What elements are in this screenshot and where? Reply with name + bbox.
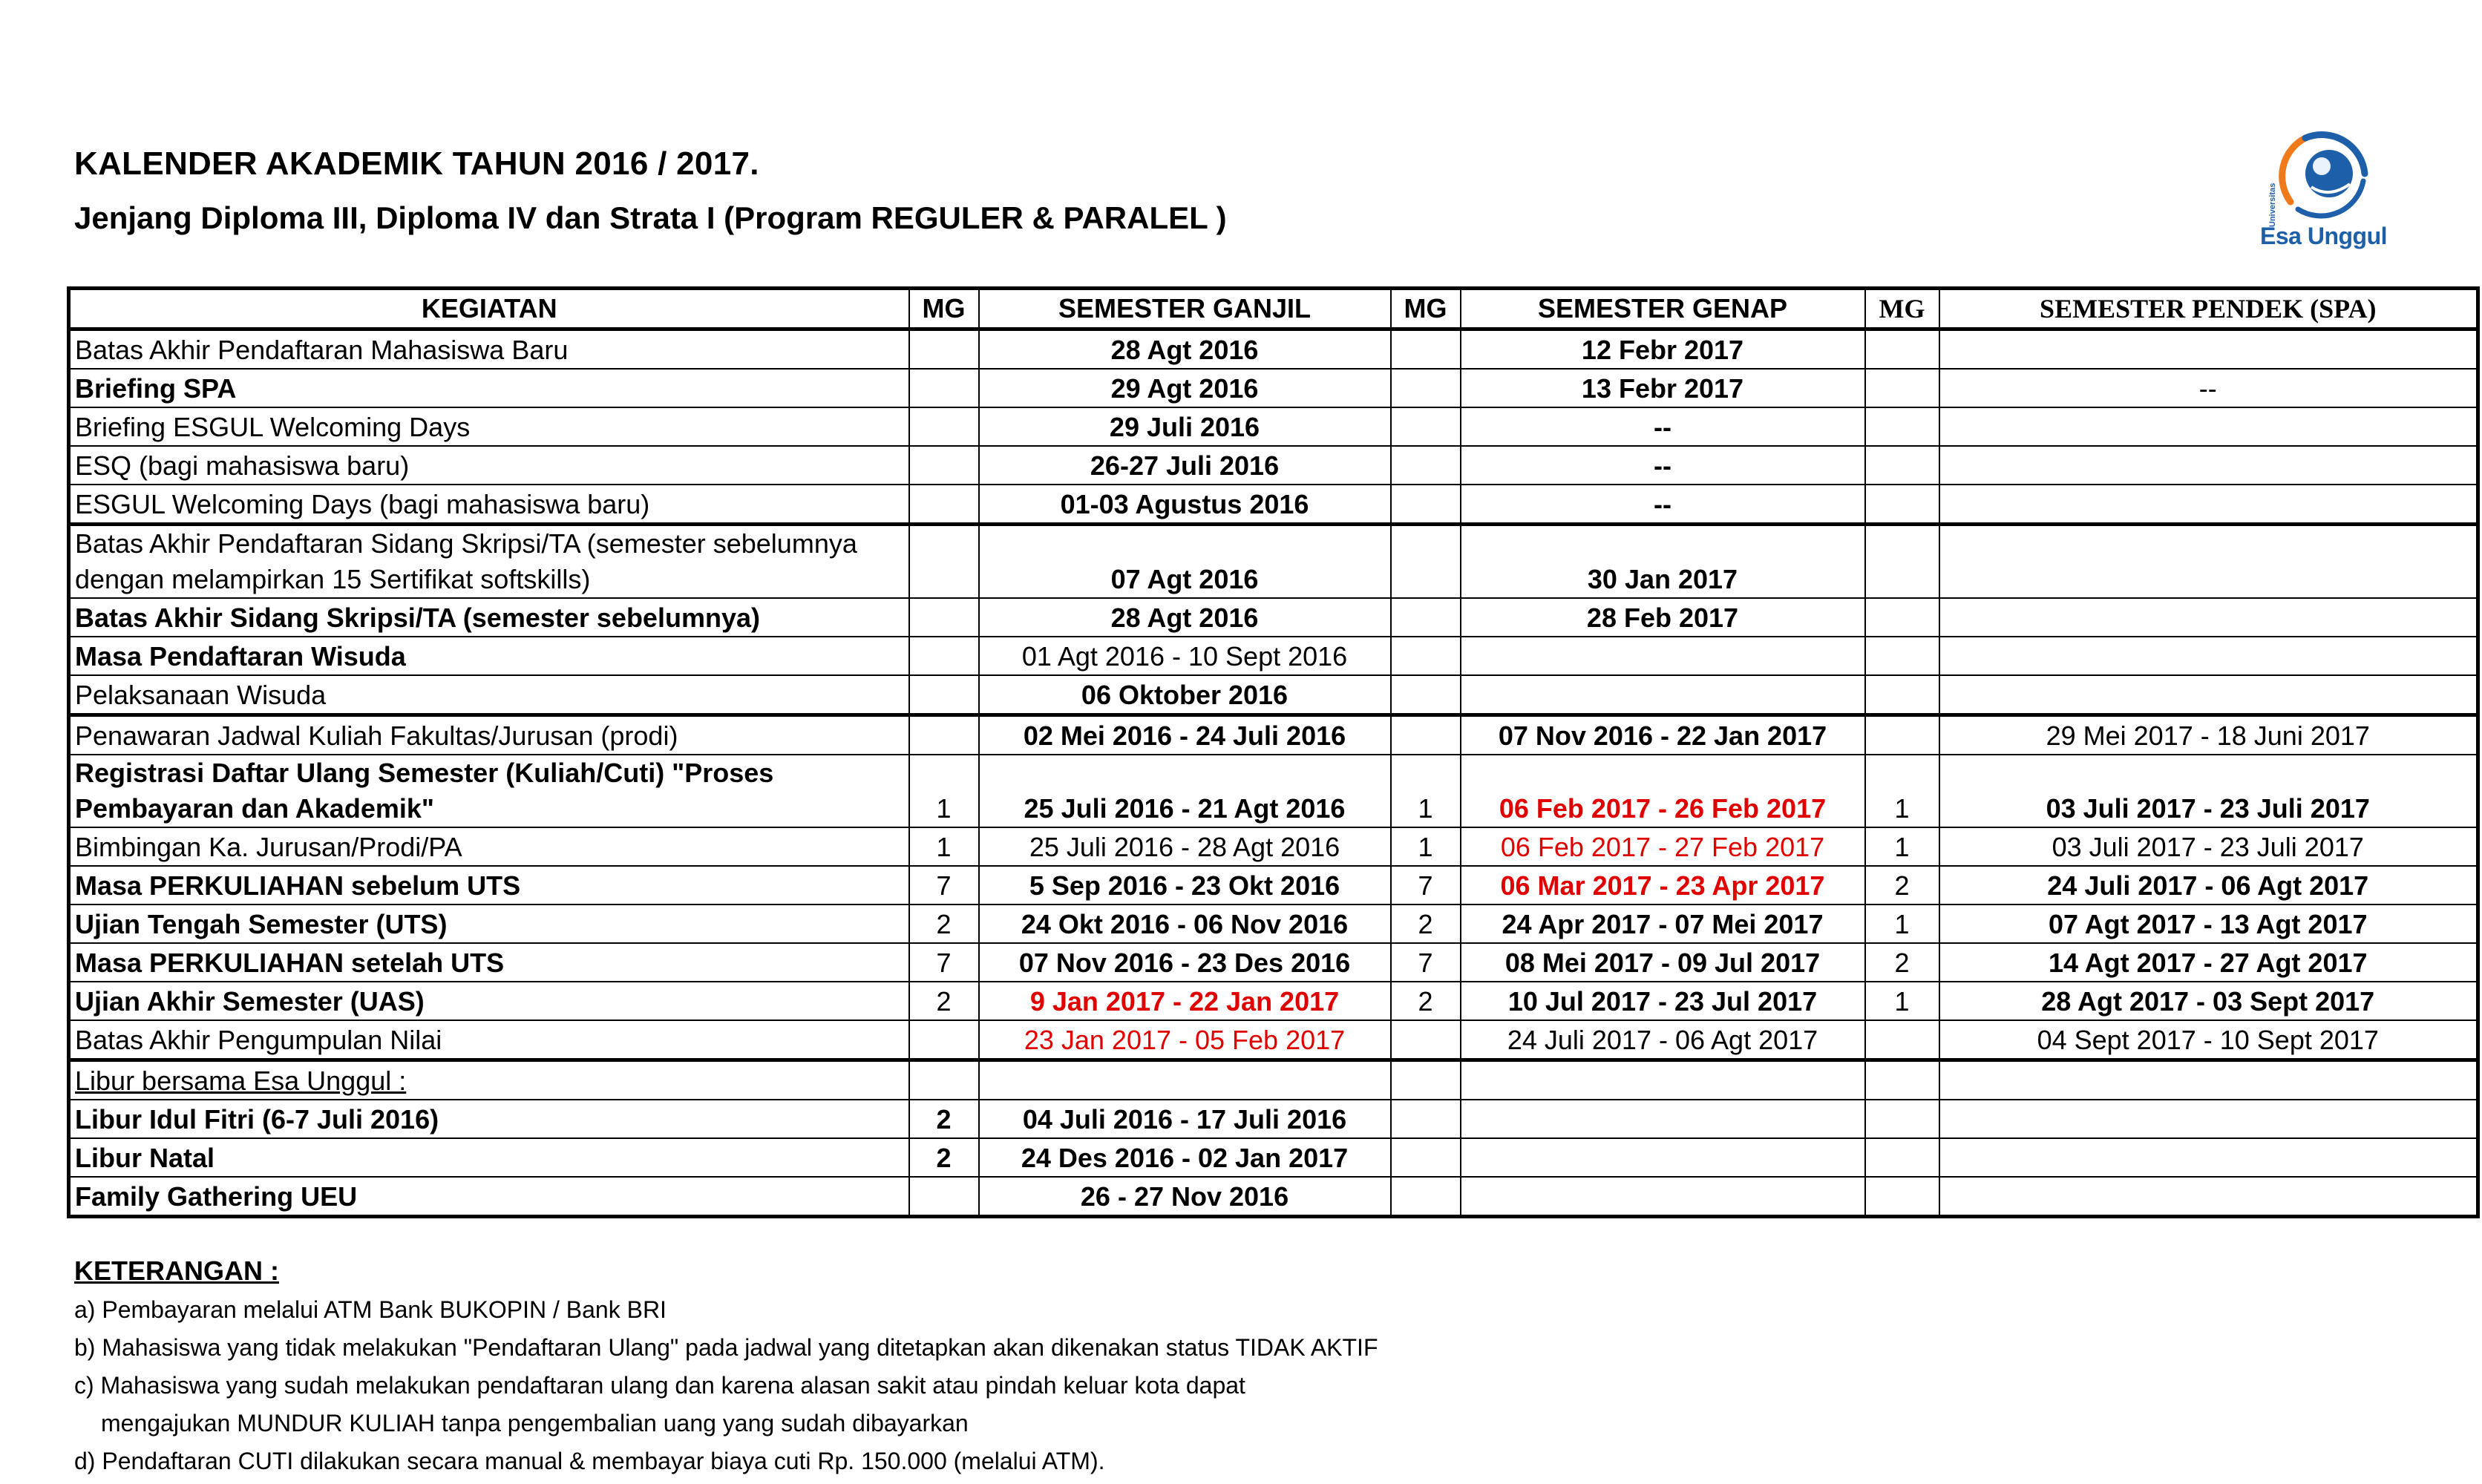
- cell-ganjil: 28 Agt 2016: [979, 329, 1391, 370]
- cell-genap: --: [1461, 446, 1865, 485]
- cell-genap: 24 Juli 2017 - 06 Agt 2017: [1461, 1020, 1865, 1060]
- cell-mg-ganjil: [909, 329, 979, 370]
- cell-ganjil: 28 Agt 2016: [979, 598, 1391, 637]
- table-row: [69, 1138, 2478, 1177]
- cell-kegiatan: Libur bersama Esa Unggul :: [69, 1060, 909, 1100]
- cell-genap: --: [1461, 407, 1865, 446]
- cell-genap: 28 Feb 2017: [1461, 598, 1865, 637]
- cell-kegiatan: ESGUL Welcoming Days (bagi mahasiswa baru): [69, 485, 909, 525]
- table-row: [69, 827, 2478, 866]
- cell-pendek: [1939, 1138, 2478, 1177]
- cell-kegiatan: Family Gathering UEU: [69, 1177, 909, 1217]
- cell-genap: 10 Jul 2017 - 23 Jul 2017: [1461, 982, 1865, 1020]
- cell-mg-genap: [1391, 446, 1461, 485]
- cell-genap: [1461, 637, 1865, 675]
- cell-mg-ganjil: [909, 407, 979, 446]
- cell-kegiatan: Briefing ESGUL Welcoming Days: [69, 407, 909, 446]
- cell-pendek: [1939, 1177, 2478, 1217]
- table-row: [69, 943, 2478, 982]
- table-row: [69, 904, 2478, 943]
- table-row: [69, 329, 2478, 370]
- cell-ganjil: 24 Okt 2016 - 06 Nov 2016: [979, 904, 1391, 943]
- cell-mg-genap: 7: [1391, 943, 1461, 982]
- cell-kegiatan: Batas Akhir Pengumpulan Nilai: [69, 1020, 909, 1060]
- logo-small-text: Universitas: [2268, 183, 2277, 227]
- cell-pendek: 14 Agt 2017 - 27 Agt 2017: [1939, 943, 2478, 982]
- cell-kegiatan: Ujian Akhir Semester (UAS): [69, 982, 909, 1020]
- cell-pendek: [1939, 1100, 2478, 1138]
- cell-ganjil: 01-03 Agustus 2016: [979, 485, 1391, 525]
- cell-mg-ganjil: 1: [909, 755, 979, 827]
- table-row: [69, 598, 2478, 637]
- cell-kegiatan: ESQ (bagi mahasiswa baru): [69, 446, 909, 485]
- cell-ganjil: 02 Mei 2016 - 24 Juli 2016: [979, 715, 1391, 755]
- cell-ganjil: 25 Juli 2016 - 28 Agt 2016: [979, 827, 1391, 866]
- note-item: b) Mahasiswa yang tidak melakukan "Pendaftaran Ulang" pada jadwal yang ditetapkan akan dikenakan status TIDAK AKTIF: [74, 1334, 1378, 1361]
- cell-pendek: --: [1939, 369, 2478, 407]
- cell-mg-pendek: [1865, 485, 1939, 525]
- cell-ganjil: 26-27 Juli 2016: [979, 446, 1391, 485]
- cell-genap: [1461, 1100, 1865, 1138]
- cell-pendek: [1939, 637, 2478, 675]
- page-title: KALENDER AKADEMIK TAHUN 2016 / 2017.: [74, 145, 759, 182]
- cell-genap: 06 Mar 2017 - 23 Apr 2017: [1461, 866, 1865, 904]
- cell-mg-ganjil: [909, 1177, 979, 1217]
- cell-mg-ganjil: [909, 1060, 979, 1100]
- cell-mg-ganjil: 7: [909, 866, 979, 904]
- cell-pendek: [1939, 329, 2478, 370]
- cell-mg-genap: [1391, 637, 1461, 675]
- cell-mg-ganjil: 1: [909, 827, 979, 866]
- cell-ganjil: 26 - 27 Nov 2016: [979, 1177, 1391, 1217]
- cell-kegiatan: Batas Akhir Sidang Skripsi/TA (semester sebelumnya): [69, 598, 909, 637]
- cell-pendek: [1939, 525, 2478, 599]
- cell-mg-ganjil: [909, 525, 979, 599]
- cell-ganjil: 06 Oktober 2016: [979, 675, 1391, 715]
- cell-pendek: [1939, 1060, 2478, 1100]
- note-item: mengajukan MUNDUR KULIAH tanpa pengembalian uang yang sudah dibayarkan: [101, 1410, 969, 1437]
- cell-kegiatan: Penawaran Jadwal Kuliah Fakultas/Jurusan (prodi): [69, 715, 909, 755]
- cell-kegiatan: Ujian Tengah Semester (UTS): [69, 904, 909, 943]
- cell-mg-pendek: [1865, 1100, 1939, 1138]
- cell-genap: 13 Febr 2017: [1461, 369, 1865, 407]
- esa-unggul-logo: [2249, 128, 2397, 257]
- cell-pendek: [1939, 485, 2478, 525]
- header-mg-pendek: MG: [1865, 289, 1939, 329]
- cell-ganjil: 9 Jan 2017 - 22 Jan 2017: [979, 982, 1391, 1020]
- cell-ganjil: 01 Agt 2016 - 10 Sept 2016: [979, 637, 1391, 675]
- header-mg-genap: MG: [1391, 289, 1461, 329]
- header-mg-ganjil: MG: [909, 289, 979, 329]
- cell-genap: 08 Mei 2017 - 09 Jul 2017: [1461, 943, 1865, 982]
- cell-mg-ganjil: [909, 1020, 979, 1060]
- cell-pendek: [1939, 446, 2478, 485]
- cell-pendek: [1939, 675, 2478, 715]
- table-row: [69, 866, 2478, 904]
- cell-ganjil: 29 Juli 2016: [979, 407, 1391, 446]
- cell-mg-genap: 1: [1391, 827, 1461, 866]
- cell-mg-ganjil: [909, 675, 979, 715]
- cell-mg-ganjil: 2: [909, 982, 979, 1020]
- cell-pendek: 03 Juli 2017 - 23 Juli 2017: [1939, 755, 2478, 827]
- note-item: c) Mahasiswa yang sudah melakukan pendaftaran ulang dan karena alasan sakit atau pindah keluar kota dapat: [74, 1372, 1245, 1399]
- table-row: [69, 1060, 2478, 1100]
- logo-name: Esa Unggul: [2260, 223, 2388, 249]
- cell-mg-ganjil: [909, 485, 979, 525]
- cell-mg-ganjil: [909, 446, 979, 485]
- cell-mg-pendek: [1865, 525, 1939, 599]
- table-row: [69, 525, 2478, 599]
- cell-genap: [1461, 1138, 1865, 1177]
- cell-mg-ganjil: 7: [909, 943, 979, 982]
- cell-genap: [1461, 675, 1865, 715]
- cell-pendek: 24 Juli 2017 - 06 Agt 2017: [1939, 866, 2478, 904]
- cell-mg-pendek: [1865, 1138, 1939, 1177]
- cell-mg-pendek: 1: [1865, 982, 1939, 1020]
- cell-mg-pendek: 1: [1865, 755, 1939, 827]
- notes-heading: KETERANGAN :: [74, 1255, 279, 1286]
- cell-genap: 24 Apr 2017 - 07 Mei 2017: [1461, 904, 1865, 943]
- table-header-row: [69, 289, 2478, 329]
- cell-genap: 12 Febr 2017: [1461, 329, 1865, 370]
- cell-mg-ganjil: [909, 637, 979, 675]
- cell-kegiatan: Libur Idul Fitri (6-7 Juli 2016): [69, 1100, 909, 1138]
- cell-genap: [1461, 1060, 1865, 1100]
- cell-mg-genap: [1391, 329, 1461, 370]
- cell-ganjil: 29 Agt 2016: [979, 369, 1391, 407]
- cell-mg-pendek: 1: [1865, 904, 1939, 943]
- cell-mg-pendek: [1865, 637, 1939, 675]
- header-kegiatan: KEGIATAN: [69, 289, 909, 329]
- cell-pendek: 04 Sept 2017 - 10 Sept 2017: [1939, 1020, 2478, 1060]
- cell-mg-ganjil: 2: [909, 1100, 979, 1138]
- cell-mg-ganjil: [909, 715, 979, 755]
- academic-calendar-table: [67, 286, 2480, 1218]
- cell-mg-pendek: [1865, 329, 1939, 370]
- cell-ganjil: 24 Des 2016 - 02 Jan 2017: [979, 1138, 1391, 1177]
- cell-mg-genap: [1391, 1138, 1461, 1177]
- cell-mg-ganjil: 2: [909, 1138, 979, 1177]
- table-row: [69, 675, 2478, 715]
- cell-mg-pendek: 2: [1865, 866, 1939, 904]
- notes-section: [74, 1251, 1378, 1480]
- cell-mg-genap: 7: [1391, 866, 1461, 904]
- page-subtitle: Jenjang Diploma III, Diploma IV dan Strata I (Program REGULER & PARALEL ): [74, 200, 1227, 235]
- cell-mg-genap: [1391, 525, 1461, 599]
- cell-mg-pendek: [1865, 1060, 1939, 1100]
- cell-mg-genap: [1391, 407, 1461, 446]
- cell-mg-pendek: [1865, 598, 1939, 637]
- header-semester-genap: SEMESTER GENAP: [1461, 289, 1865, 329]
- cell-mg-genap: [1391, 675, 1461, 715]
- cell-mg-genap: [1391, 485, 1461, 525]
- cell-ganjil: 04 Juli 2016 - 17 Juli 2016: [979, 1100, 1391, 1138]
- table-row: [69, 485, 2478, 525]
- cell-mg-pendek: 2: [1865, 943, 1939, 982]
- cell-mg-pendek: 1: [1865, 827, 1939, 866]
- cell-pendek: 29 Mei 2017 - 18 Juni 2017: [1939, 715, 2478, 755]
- cell-mg-genap: 1: [1391, 755, 1461, 827]
- cell-mg-ganjil: [909, 598, 979, 637]
- table-row: [69, 1100, 2478, 1138]
- cell-mg-ganjil: [909, 369, 979, 407]
- table-row: [69, 446, 2478, 485]
- cell-mg-genap: [1391, 1060, 1461, 1100]
- cell-kegiatan: Masa PERKULIAHAN setelah UTS: [69, 943, 909, 982]
- cell-ganjil: 07 Agt 2016: [979, 525, 1391, 599]
- cell-pendek: 03 Juli 2017 - 23 Juli 2017: [1939, 827, 2478, 866]
- cell-kegiatan: Registrasi Daftar Ulang Semester (Kuliah/Cuti) "Proses Pembayaran dan Akademik": [69, 755, 909, 827]
- cell-ganjil: 25 Juli 2016 - 21 Agt 2016: [979, 755, 1391, 827]
- cell-kegiatan: Pelaksanaan Wisuda: [69, 675, 909, 715]
- cell-mg-pendek: [1865, 446, 1939, 485]
- cell-ganjil: 5 Sep 2016 - 23 Okt 2016: [979, 866, 1391, 904]
- header-semester-pendek: SEMESTER PENDEK (SPA): [1939, 289, 2478, 329]
- cell-genap: --: [1461, 485, 1865, 525]
- cell-genap: [1461, 1177, 1865, 1217]
- table-row: [69, 369, 2478, 407]
- cell-kegiatan: Briefing SPA: [69, 369, 909, 407]
- cell-kegiatan: Bimbingan Ka. Jurusan/Prodi/PA: [69, 827, 909, 866]
- cell-mg-genap: [1391, 1020, 1461, 1060]
- cell-pendek: 28 Agt 2017 - 03 Sept 2017: [1939, 982, 2478, 1020]
- cell-genap: 07 Nov 2016 - 22 Jan 2017: [1461, 715, 1865, 755]
- table-row: [69, 637, 2478, 675]
- cell-genap: 06 Feb 2017 - 27 Feb 2017: [1461, 827, 1865, 866]
- cell-ganjil: 07 Nov 2016 - 23 Des 2016: [979, 943, 1391, 982]
- cell-mg-pendek: [1865, 1020, 1939, 1060]
- cell-kegiatan: Batas Akhir Pendaftaran Mahasiswa Baru: [69, 329, 909, 370]
- cell-mg-pendek: [1865, 369, 1939, 407]
- table-row: [69, 407, 2478, 446]
- cell-mg-genap: [1391, 369, 1461, 407]
- cell-mg-genap: [1391, 1100, 1461, 1138]
- cell-mg-genap: [1391, 598, 1461, 637]
- cell-mg-genap: 2: [1391, 904, 1461, 943]
- cell-mg-genap: [1391, 715, 1461, 755]
- cell-mg-pendek: [1865, 1177, 1939, 1217]
- cell-genap: 06 Feb 2017 - 26 Feb 2017: [1461, 755, 1865, 827]
- cell-kegiatan: Batas Akhir Pendaftaran Sidang Skripsi/TA (semester sebelumnya dengan melampirkan 15 Sertifikat softskills): [69, 525, 909, 599]
- cell-mg-pendek: [1865, 407, 1939, 446]
- note-item: d) Pendaftaran CUTI dilakukan secara manual & membayar biaya cuti Rp. 150.000 (melalui ATM).: [74, 1448, 1105, 1474]
- cell-mg-ganjil: 2: [909, 904, 979, 943]
- cell-pendek: 07 Agt 2017 - 13 Agt 2017: [1939, 904, 2478, 943]
- cell-ganjil: [979, 1060, 1391, 1100]
- cell-pendek: [1939, 598, 2478, 637]
- cell-kegiatan: Masa Pendaftaran Wisuda: [69, 637, 909, 675]
- cell-kegiatan: Libur Natal: [69, 1138, 909, 1177]
- note-item: a) Pembayaran melalui ATM Bank BUKOPIN / Bank BRI: [74, 1296, 667, 1323]
- cell-pendek: [1939, 407, 2478, 446]
- table-row: [69, 715, 2478, 755]
- table-row: [69, 982, 2478, 1020]
- table-row: [69, 1177, 2478, 1217]
- table-row: [69, 1020, 2478, 1060]
- table-row: [69, 755, 2478, 827]
- cell-mg-genap: [1391, 1177, 1461, 1217]
- cell-kegiatan: Masa PERKULIAHAN sebelum UTS: [69, 866, 909, 904]
- cell-genap: 30 Jan 2017: [1461, 525, 1865, 599]
- cell-mg-pendek: [1865, 715, 1939, 755]
- cell-mg-genap: 2: [1391, 982, 1461, 1020]
- cell-ganjil: 23 Jan 2017 - 05 Feb 2017: [979, 1020, 1391, 1060]
- cell-mg-pendek: [1865, 675, 1939, 715]
- header-semester-ganjil: SEMESTER GANJIL: [979, 289, 1391, 329]
